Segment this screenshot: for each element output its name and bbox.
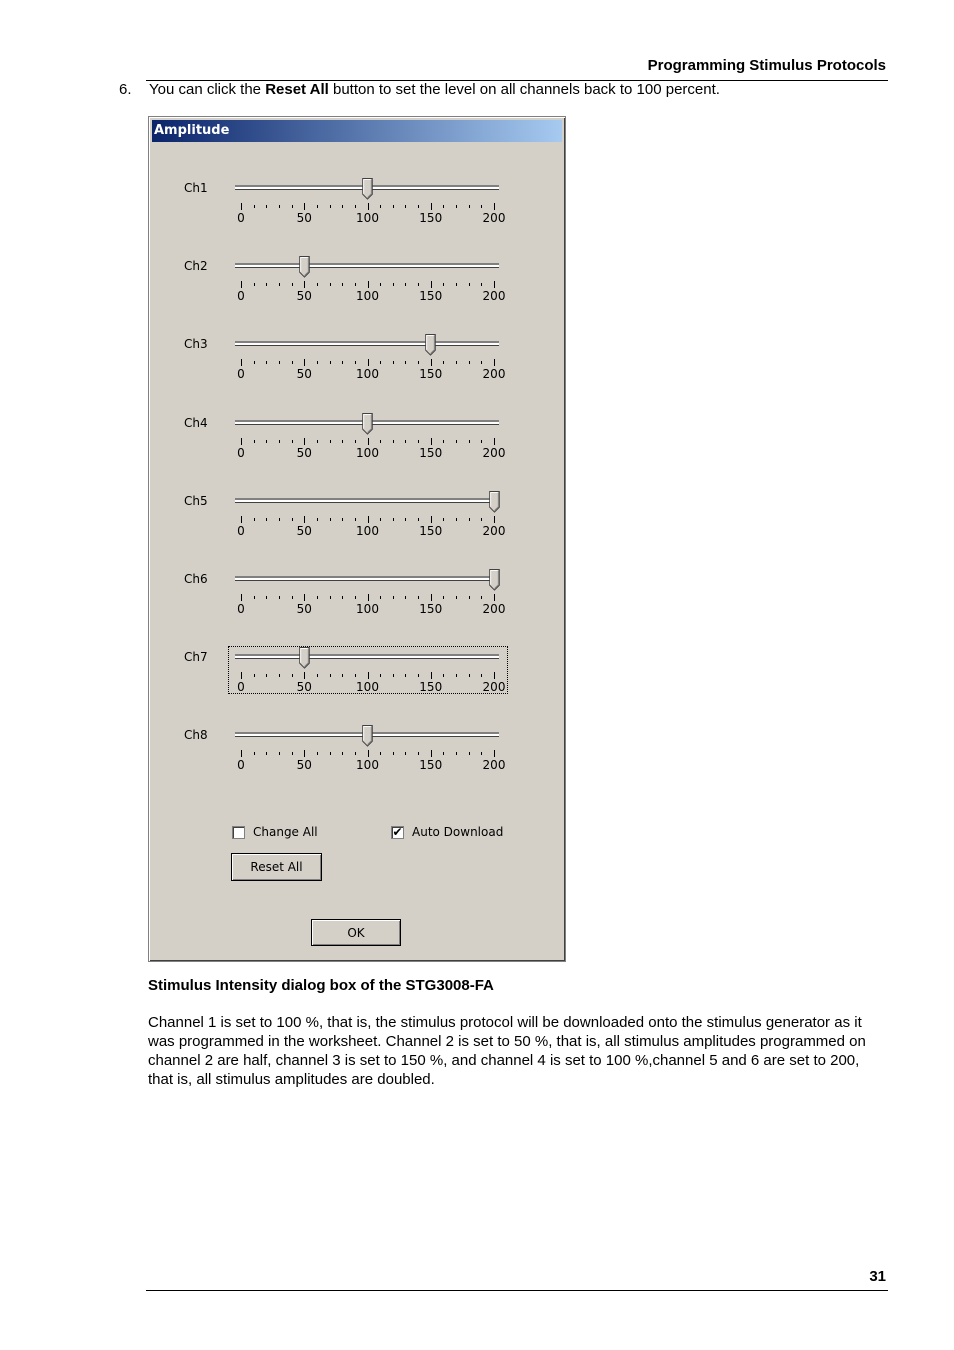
slider-tick	[469, 752, 470, 755]
slider-tick	[405, 752, 406, 755]
slider-tick	[494, 750, 495, 757]
slider-tick	[266, 440, 267, 443]
slider-tick	[317, 518, 318, 521]
slider-tick	[380, 752, 381, 755]
slider-tick	[431, 359, 432, 366]
slider-tick	[469, 361, 470, 364]
slider-tick	[355, 752, 356, 755]
slider-tick	[317, 361, 318, 364]
channel-slider[interactable]	[229, 725, 507, 771]
slider-tick	[342, 283, 343, 286]
slider-tick	[304, 750, 305, 757]
slider-tick	[279, 283, 280, 286]
slider-tick	[330, 361, 331, 364]
slider-tick	[431, 438, 432, 445]
slider-tick-label: 0	[237, 758, 245, 772]
slider-tick	[443, 283, 444, 286]
slider-tick	[292, 518, 293, 521]
slider-tick	[342, 596, 343, 599]
slider-tick	[279, 674, 280, 677]
slider-tick	[481, 283, 482, 286]
slider-tick	[292, 596, 293, 599]
slider-tick	[405, 440, 406, 443]
slider-tick	[456, 596, 457, 599]
slider-tick	[355, 596, 356, 599]
slider-tick	[292, 440, 293, 443]
slider-tick	[494, 594, 495, 601]
slider-tick	[266, 596, 267, 599]
slider-tick	[330, 283, 331, 286]
slider-tick	[368, 516, 369, 523]
slider-tick	[368, 594, 369, 601]
slider-tick	[279, 440, 280, 443]
slider-tick	[393, 440, 394, 443]
slider-tick-label: 150	[419, 367, 443, 381]
running-header: Programming Stimulus Protocols	[647, 57, 886, 74]
slider-tick	[405, 674, 406, 677]
slider-tick	[481, 596, 482, 599]
slider-tick-label: 50	[296, 758, 312, 772]
slider-tick	[317, 674, 318, 677]
slider-tick	[418, 596, 419, 599]
slider-tick	[494, 203, 495, 210]
slider-tick	[292, 674, 293, 677]
slider-tick	[481, 440, 482, 443]
slider-tick	[494, 672, 495, 679]
slider-tick	[405, 518, 406, 521]
channel-label: Ch6	[184, 572, 208, 586]
channel-slider[interactable]	[229, 178, 507, 224]
reset-all-button[interactable]: Reset All	[231, 853, 322, 881]
slider-tick	[342, 752, 343, 755]
slider-tick	[393, 674, 394, 677]
slider-tick-label: 200	[482, 758, 506, 772]
slider-tick	[481, 361, 482, 364]
slider-tick	[380, 674, 381, 677]
check-mark-icon: ✔	[392, 825, 403, 839]
slider-tick	[254, 440, 255, 443]
slider-tick	[292, 752, 293, 755]
slider-tick	[342, 205, 343, 208]
slider-thumb[interactable]	[362, 725, 373, 747]
slider-tick	[456, 283, 457, 286]
body-paragraph: Channel 1 is set to 100 %, that is, the stimulus protocol will be downloaded onto the stimulus generator as it was programmed in the worksheet. Channel 2 is set to 50 %, that is, all stimulus amplitudes programmed on channel 2 are half, channel 3 is set to 150 %, and channel 4 is set to 100 %,channel 5 and 6 are set to 200, that is, all stimulus amplitudes are doubled.	[148, 1014, 866, 1088]
slider-tick	[241, 672, 242, 679]
slider-tick-label: 200	[482, 289, 506, 303]
slider-track	[235, 498, 499, 502]
auto-download-label: Auto Download	[412, 825, 504, 839]
slider-tick	[494, 438, 495, 445]
slider-tick	[456, 674, 457, 677]
slider-thumb[interactable]	[489, 569, 500, 591]
slider-tick	[393, 283, 394, 286]
slider-tick-label: 50	[296, 602, 312, 616]
slider-tick	[330, 518, 331, 521]
slider-tick	[304, 594, 305, 601]
slider-tick	[418, 674, 419, 677]
step-text-after: button to set the level on all channels back to 100 percent.	[328, 81, 720, 98]
slider-tick	[431, 672, 432, 679]
channel-label: Ch8	[184, 728, 208, 742]
slider-tick	[355, 674, 356, 677]
slider-tick	[380, 518, 381, 521]
slider-tick	[304, 359, 305, 366]
slider-tick	[469, 596, 470, 599]
slider-tick	[342, 361, 343, 364]
step-6	[119, 81, 720, 98]
slider-tick-label: 200	[482, 446, 506, 460]
slider-tick	[456, 440, 457, 443]
slider-tick	[241, 203, 242, 210]
slider-tick-label: 150	[419, 524, 443, 538]
slider-tick	[481, 205, 482, 208]
slider-tick	[431, 594, 432, 601]
slider-tick	[279, 518, 280, 521]
slider-tick	[393, 752, 394, 755]
slider-tick	[481, 518, 482, 521]
slider-tick-label: 150	[419, 289, 443, 303]
slider-tick	[405, 205, 406, 208]
slider-tick	[481, 674, 482, 677]
slider-tick	[266, 752, 267, 755]
slider-tick	[431, 281, 432, 288]
slider-tick	[241, 750, 242, 757]
channel-label: Ch3	[184, 337, 208, 351]
slider-tick	[355, 361, 356, 364]
slider-tick	[266, 674, 267, 677]
slider-tick	[469, 283, 470, 286]
slider-tick-label: 0	[237, 367, 245, 381]
slider-tick	[368, 672, 369, 679]
slider-tick	[393, 361, 394, 364]
channel-slider[interactable]	[229, 413, 507, 459]
slider-tick	[330, 440, 331, 443]
slider-thumb[interactable]	[299, 256, 310, 278]
slider-tick-label: 50	[296, 680, 312, 694]
slider-tick	[393, 205, 394, 208]
slider-tick-label: 100	[356, 446, 379, 460]
slider-tick	[304, 281, 305, 288]
slider-tick	[279, 205, 280, 208]
slider-tick	[380, 361, 381, 364]
auto-download-checkbox[interactable]	[391, 825, 503, 839]
slider-tick	[342, 518, 343, 521]
slider-tick	[380, 205, 381, 208]
slider-tick	[494, 359, 495, 366]
channel-slider[interactable]	[229, 334, 507, 380]
slider-tick	[431, 203, 432, 210]
channel-slider[interactable]	[229, 569, 507, 615]
slider-tick-label: 100	[356, 602, 379, 616]
slider-tick	[266, 518, 267, 521]
change-all-checkbox[interactable]	[232, 825, 318, 839]
slider-tick	[405, 283, 406, 286]
slider-tick-label: 50	[296, 367, 312, 381]
figure-caption: Stimulus Intensity dialog box of the STG3008-FA	[148, 977, 494, 994]
slider-tick	[254, 596, 255, 599]
slider-tick	[330, 752, 331, 755]
slider-tick	[241, 594, 242, 601]
slider-tick	[279, 361, 280, 364]
slider-tick-label: 100	[356, 367, 379, 381]
slider-track	[235, 576, 499, 580]
slider-tick	[405, 361, 406, 364]
slider-tick-label: 100	[356, 680, 379, 694]
slider-tick	[304, 516, 305, 523]
amplitude-dialog	[148, 116, 566, 962]
change-all-label: Change All	[253, 825, 318, 839]
slider-tick	[443, 205, 444, 208]
slider-tick	[254, 518, 255, 521]
slider-tick	[418, 518, 419, 521]
slider-tick	[342, 674, 343, 677]
slider-tick	[241, 438, 242, 445]
slider-tick	[380, 440, 381, 443]
slider-tick	[443, 361, 444, 364]
slider-thumb[interactable]	[489, 491, 500, 513]
slider-thumb[interactable]	[425, 334, 436, 356]
channel-slider[interactable]	[229, 647, 507, 693]
slider-tick	[368, 750, 369, 757]
change-all-box[interactable]	[232, 826, 245, 839]
slider-tick	[443, 440, 444, 443]
channel-label: Ch1	[184, 181, 208, 195]
slider-tick	[317, 205, 318, 208]
slider-tick	[431, 516, 432, 523]
slider-tick-label: 150	[419, 446, 443, 460]
slider-tick	[494, 516, 495, 523]
slider-tick-label: 150	[419, 211, 443, 225]
slider-tick	[405, 596, 406, 599]
slider-tick	[317, 283, 318, 286]
slider-tick	[481, 752, 482, 755]
slider-tick	[355, 283, 356, 286]
slider-tick-label: 100	[356, 211, 379, 225]
slider-tick	[443, 674, 444, 677]
slider-tick	[304, 203, 305, 210]
slider-tick	[368, 203, 369, 210]
slider-tick	[418, 283, 419, 286]
slider-tick	[254, 283, 255, 286]
slider-tick	[304, 438, 305, 445]
slider-tick	[266, 283, 267, 286]
slider-tick-label: 200	[482, 211, 506, 225]
slider-tick	[355, 518, 356, 521]
slider-tick	[418, 361, 419, 364]
slider-track	[235, 654, 499, 658]
slider-tick	[469, 518, 470, 521]
slider-tick	[254, 361, 255, 364]
slider-tick	[469, 440, 470, 443]
slider-tick	[368, 438, 369, 445]
slider-tick	[355, 205, 356, 208]
slider-thumb[interactable]	[362, 178, 373, 200]
dialog-title[interactable]: Amplitude	[152, 120, 562, 142]
slider-tick	[380, 283, 381, 286]
slider-tick-label: 200	[482, 602, 506, 616]
step-text-before: You can click the	[149, 81, 266, 98]
slider-tick	[418, 440, 419, 443]
slider-tick-label: 0	[237, 446, 245, 460]
slider-tick	[368, 359, 369, 366]
ok-button[interactable]: OK	[311, 919, 401, 946]
slider-tick-label: 150	[419, 758, 443, 772]
slider-tick	[355, 440, 356, 443]
slider-tick	[279, 752, 280, 755]
slider-tick-label: 200	[482, 367, 506, 381]
auto-download-box[interactable]	[391, 826, 404, 839]
step-number: 6.	[119, 81, 132, 98]
slider-tick	[241, 281, 242, 288]
slider-tick	[292, 283, 293, 286]
slider-tick-label: 150	[419, 680, 443, 694]
slider-tick-label: 0	[237, 602, 245, 616]
slider-tick	[456, 205, 457, 208]
slider-tick	[292, 205, 293, 208]
slider-track	[235, 263, 499, 267]
channel-slider[interactable]	[229, 491, 507, 537]
slider-tick-label: 50	[296, 289, 312, 303]
slider-tick-label: 200	[482, 680, 506, 694]
slider-tick-label: 50	[296, 211, 312, 225]
slider-tick	[279, 596, 280, 599]
slider-tick	[418, 205, 419, 208]
slider-tick-label: 100	[356, 758, 379, 772]
slider-tick-label: 100	[356, 524, 379, 538]
slider-tick	[443, 518, 444, 521]
slider-tick	[380, 596, 381, 599]
slider-tick-label: 0	[237, 680, 245, 694]
slider-tick	[393, 518, 394, 521]
slider-tick	[317, 752, 318, 755]
slider-thumb[interactable]	[299, 647, 310, 669]
slider-track	[235, 341, 499, 345]
slider-tick	[266, 361, 267, 364]
slider-tick	[469, 205, 470, 208]
slider-tick-label: 50	[296, 446, 312, 460]
slider-tick-label: 150	[419, 602, 443, 616]
slider-tick	[418, 752, 419, 755]
slider-tick	[469, 674, 470, 677]
slider-tick	[456, 361, 457, 364]
slider-tick	[456, 752, 457, 755]
slider-tick-label: 100	[356, 289, 379, 303]
slider-tick	[317, 440, 318, 443]
channel-label: Ch4	[184, 416, 208, 430]
slider-tick	[254, 205, 255, 208]
slider-tick	[254, 752, 255, 755]
slider-tick	[241, 359, 242, 366]
slider-tick-label: 0	[237, 211, 245, 225]
slider-tick	[494, 281, 495, 288]
slider-tick-label: 0	[237, 289, 245, 303]
slider-tick	[456, 518, 457, 521]
slider-tick	[317, 596, 318, 599]
channel-label: Ch5	[184, 494, 208, 508]
slider-tick-label: 0	[237, 524, 245, 538]
channel-slider[interactable]	[229, 256, 507, 302]
page-number: 31	[869, 1268, 886, 1285]
slider-tick	[330, 596, 331, 599]
slider-tick-label: 50	[296, 524, 312, 538]
slider-tick	[368, 281, 369, 288]
footer-rule	[146, 1290, 888, 1291]
slider-tick	[254, 674, 255, 677]
slider-thumb[interactable]	[362, 413, 373, 435]
slider-tick	[304, 672, 305, 679]
slider-tick	[443, 752, 444, 755]
slider-tick	[393, 596, 394, 599]
slider-tick	[330, 674, 331, 677]
slider-tick	[443, 596, 444, 599]
slider-tick-label: 200	[482, 524, 506, 538]
step-bold-reset-all: Reset All	[265, 81, 329, 98]
channel-label: Ch2	[184, 259, 208, 273]
slider-tick	[342, 440, 343, 443]
slider-tick	[330, 205, 331, 208]
channel-label: Ch7	[184, 650, 208, 664]
slider-tick	[241, 516, 242, 523]
slider-tick	[266, 205, 267, 208]
slider-tick	[292, 361, 293, 364]
slider-tick	[431, 750, 432, 757]
